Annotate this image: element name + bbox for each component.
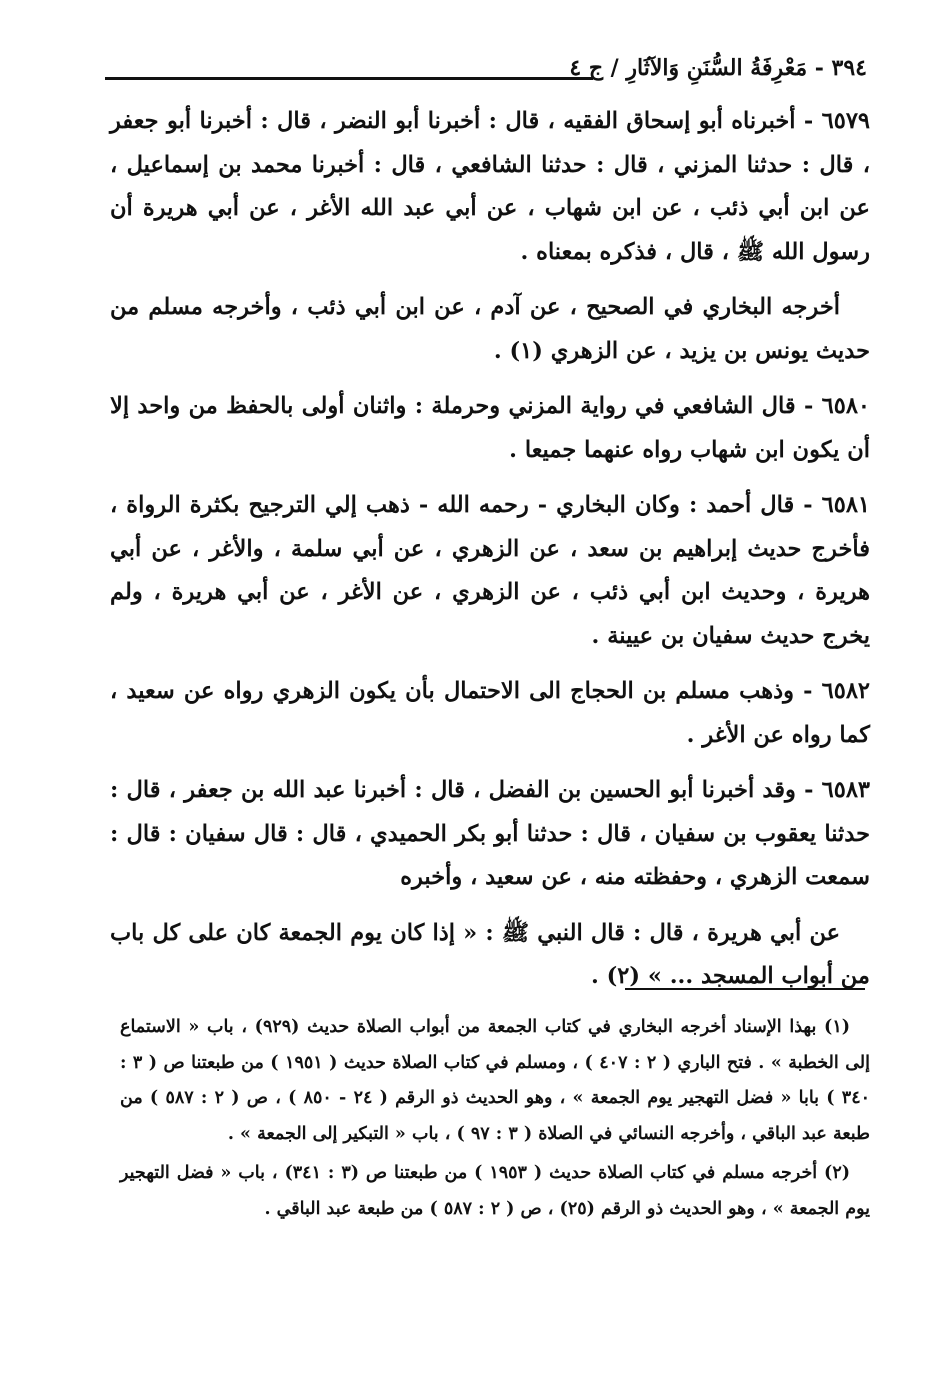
main-text <box>110 100 870 1011</box>
page-header <box>105 50 867 90</box>
paragraph-6582: ٦٥٨٢ - وذهب مسلم بن الحجاج الى الاحتمال بأن يكون الزهري رواه عن سعيد ، كما رواه عن الأغر . <box>110 678 870 748</box>
footnote-1: (١) بهذا الإسناد أخرجه البخاري في كتاب الجمعة من أبواب الصلاة حديث (٩٢٩) ، باب « الاستماع إلى الخطبة » . فتح الباري ( ٢ : ٤٠٧ ) ، ومسلم في كتاب الصلاة حديث ( ١٩٥١ ) من طبعتنا ص ( ٣ : ٣٤٠ ) بابا « فضل التهجير يوم الجمعة » ، وهو الحديث ذو الرقم ( ٢٤ - ٨٥٠ ) ، ص ( ٢ : ٥٨٧ ) من طبعة عبد الباقي ، وأخرجه النسائي في الصلاة ( ٣ : ٩٧ ) ، باب « التبكير إلى الجمعة » . <box>120 1017 870 1144</box>
paragraph-6580: ٦٥٨٠ - قال الشافعي في رواية المزني وحرملة : واثنان أولى بالحفظ من واحد إلا أن يكون ابن شهاب رواه عنهما جميعا . <box>110 393 870 463</box>
paragraph-hadith: عن أبي هريرة ، قال : قال النبي ﷺ : « إذا كان يوم الجمعة كان على كل باب من أبواب المسجد ... » (٢) . <box>110 919 870 989</box>
paragraph-takhrij: أخرجه البخاري في الصحيح ، عن آدم ، عن ابن أبي ذئب ، وأخرجه مسلم من حديث يونس بن يزيد ، عن الزهري (١) . <box>110 294 870 364</box>
header-rule <box>105 77 593 80</box>
paragraph-6583: ٦٥٨٣ - وقد أخبرنا أبو الحسين بن الفضل ، قال : أخبرنا عبد الله بن جعفر ، قال : حدثنا يعقوب بن سفيان ، قال : حدثنا أبو بكر الحميدي ، قال : قال سفيان : قال : سمعت الزهري ، وحفظته منه ، عن سعيد ، وأخبره <box>110 777 870 890</box>
running-head: ٣٩٤ - مَعْرِفَةُ السُّنَنِ وَالآثَارِ / ج ٤ <box>569 55 867 81</box>
footnotes <box>120 1010 870 1231</box>
footnote-2: (٢) أخرجه مسلم في كتاب الصلاة حديث ( ١٩٥٣ ) من طبعتنا ص (٣ : ٣٤١) ، باب « فضل التهجير يوم الجمعة » ، وهو الحديث ذو الرقم (٢٥) ، ص ( ٢ : ٥٨٧ ) من طبعة عبد الباقي . <box>120 1163 870 1219</box>
footnote-rule <box>625 988 865 990</box>
paragraph-6579: ٦٥٧٩ - أخبرناه أبو إسحاق الفقيه ، قال : أخبرنا أبو النضر ، قال : أخبرنا أبو جعفر ، قال : حدثنا المزني ، قال : حدثنا الشافعي ، قال : أخبرنا محمد بن إسماعيل ، عن ابن أبي ذئب ، عن ابن شهاب ، عن أبي عبد الله الأغر ، عن أبي هريرة أن رسول الله ﷺ ، قال ، فذكره بمعناه . <box>110 108 870 265</box>
paragraph-6581: ٦٥٨١ - قال أحمد : وكان البخاري - رحمه الله - ذهب إلي الترجيح بكثرة الرواة ، فأخرج حديث إبراهيم بن سعد ، عن الزهري ، عن أبي سلمة ، والأغر ، عن أبي هريرة ، وحديث ابن أبي ذئب ، عن الزهري ، عن الأغر ، عن أبي هريرة ، ولم يخرج حديث سفيان بن عيينة . <box>110 492 870 649</box>
